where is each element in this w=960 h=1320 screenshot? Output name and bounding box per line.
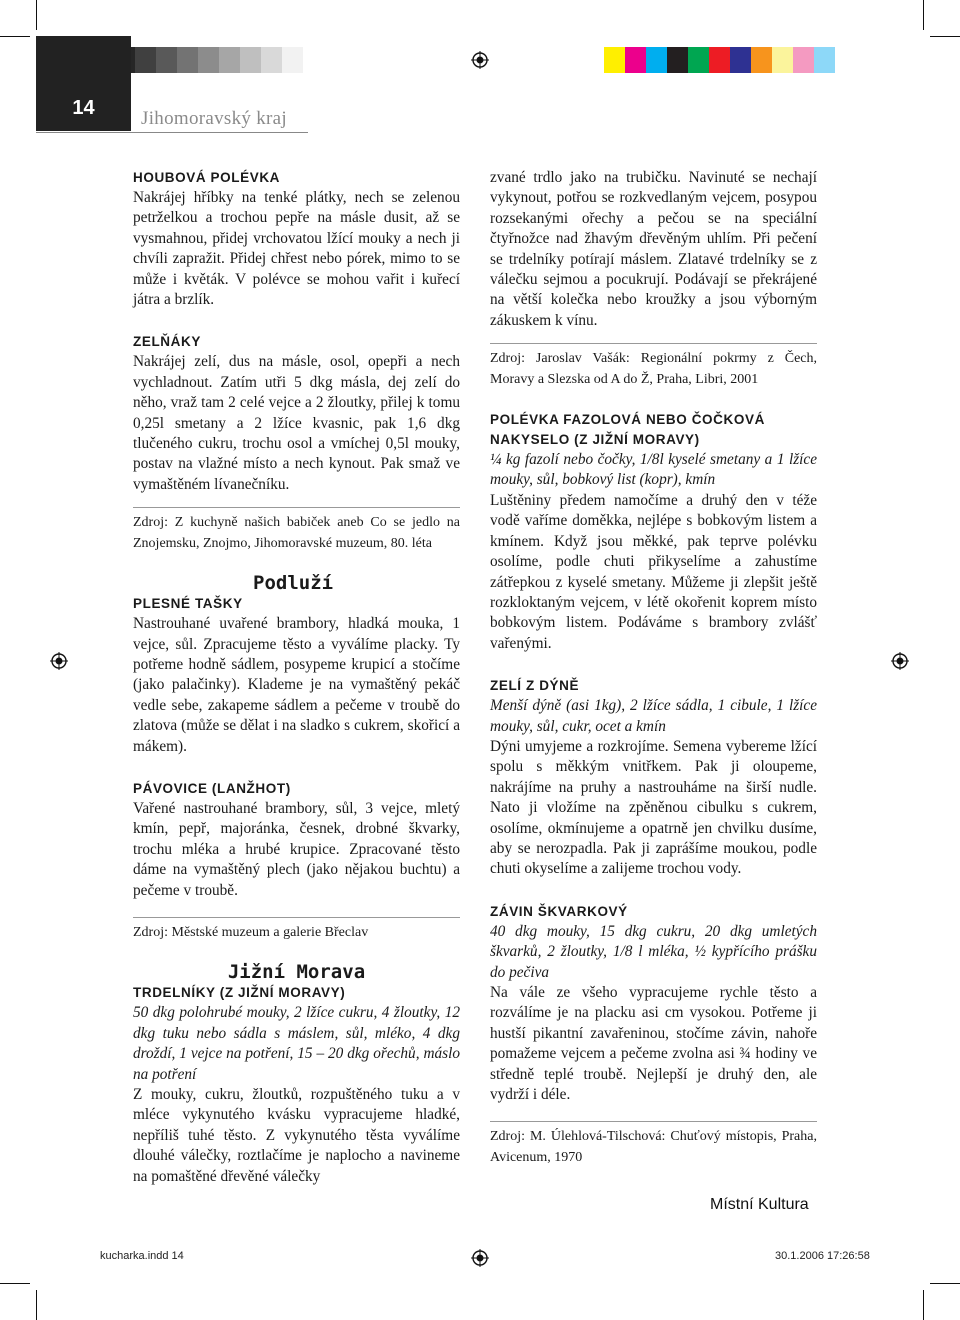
recipe-heading: HOUBOVÁ POLÉVKA xyxy=(133,170,281,185)
section-title: Jihomoravský kraj xyxy=(141,108,287,129)
crop-mark xyxy=(0,1283,30,1284)
color-swatch xyxy=(772,47,793,73)
grey-swatch xyxy=(240,47,261,73)
header-rule xyxy=(36,132,308,133)
recipe-text: Nakrájej hříbky na tenké plátky, nech se zelenou petrželkou a trochou pepře na másle dusit, až se vysmahnou, přidej vrchovatou lžící mouky a nech ji chvíli zapražit. Přidej chřest nebo pórek, mimo to se může i květák. V polévce se mohou vařit i kuřecí játra a brzlík. xyxy=(133,189,460,309)
registration-mark-icon xyxy=(891,652,909,670)
recipe-text: Dýni umyjeme a rozkrojíme. Semena vybereme lžící spolu s měkkým vnitřkem. Pak ji oloupeme, nakrájíme na pruhy a nastrouháme na širší nudle. Nato ji vložíme na zpěněnou cibulku s cukrem, osolíme, okmínujeme a opatrně jen chvilku dusíme, aby se nerozpadla. Pak ji zaprášíme moukou, podle chuti okyselíme a zalijeme trochou vody. xyxy=(490,737,817,878)
slug-filename: kucharka.indd 14 xyxy=(100,1250,184,1262)
source-citation: Zdroj: M. Úlehlová-Tilschová: Chuťový místopis, Praha, Avicenum, 1970 xyxy=(490,1129,817,1165)
color-calibration-bar xyxy=(604,47,835,73)
source-rule xyxy=(490,343,817,344)
color-swatch xyxy=(604,47,625,73)
crop-mark xyxy=(36,0,37,30)
source-citation: Zdroj: Z kuchyně našich babiček aneb Co se jedlo na Znojemsku, Znojmo, Jihomoravské muzeum, 80. léta xyxy=(133,515,460,551)
region-title: Podluží xyxy=(253,572,334,595)
recipe-ingredients: ¼ kg fazolí nebo čočky, 1/8l kyselé smetany a 1 lžíce mouky, sůl, bobkový list (kopr), kmín xyxy=(490,451,817,489)
crop-mark xyxy=(36,1290,37,1320)
color-swatch xyxy=(625,47,646,73)
source-citation: Zdroj: Jaroslav Vašák: Regionální pokrmy z Čech, Moravy a Slezska od A do Ž, Praha, Libri, 2001 xyxy=(490,351,817,387)
color-swatch xyxy=(793,47,814,73)
recipe-text: zvané trdlo jako na trubičku. Navinuté se nechají vykynout, potřou se rozkvedlaným vejcem, posypou rozsekanými ořechy a pečou se na speciální čtyřnožce nad žhavým dřevěným uhlím. Při pečení se trdelníky potírají máslem. Zlatavé trdelníky se z válečku sejmou a pocukrují. Podávají se překrájené na větší kolečka nebo kroužky a jsou výborným zákuskem k vínu. xyxy=(490,169,817,329)
recipe-heading: ZELŇÁKY xyxy=(133,334,201,350)
source-rule xyxy=(133,917,460,918)
grey-swatch xyxy=(198,47,219,73)
left-column xyxy=(133,168,460,1187)
grey-swatch xyxy=(156,47,177,73)
recipe-text: Vařené nastrouhané brambory, sůl, 3 vejce, mletý kmín, pepř, majoránka, česnek, drobné škvarky, trochu mléka a hrubé krupice. Zpracované těsto dáme na vymaštěný plech (jako nějakou buchtu) a pečeme v troubě. xyxy=(133,799,460,899)
recipe-text: Luštěniny předem namočíme a druhý den v téže vodě vaříme doměkka, nejlépe s bobkovým listem a kmínem. Když jsou měkké, pak teprve polévku osolíme, podle chuti přikyselíme a zahustíme zátřepkou z kyselé smetany. Můžeme ji zlepšit ještě rozkloktaným vejcem, v létě okořenit koprem místo bobkovým listem. Podáváme s brambory zvlášť vařenými. xyxy=(490,491,817,652)
recipe-heading: PLESNÉ TAŠKY xyxy=(133,596,243,612)
color-swatch xyxy=(688,47,709,73)
registration-mark-icon xyxy=(471,51,489,69)
recipe-heading: TRDELNÍKY (Z JIŽNÍ MORAVY) xyxy=(133,985,346,1001)
color-swatch xyxy=(730,47,751,73)
region-title: Jižní Morava xyxy=(227,961,366,984)
page-number: 14 xyxy=(72,97,95,119)
grey-swatch xyxy=(219,47,240,73)
slug-timestamp: 30.1.2006 17:26:58 xyxy=(775,1250,870,1262)
grey-swatch xyxy=(282,47,303,73)
recipe-ingredients: 50 dkg polohrubé mouky, 2 lžíce cukru, 4 žloutky, 12 dkg tuku nebo sádla s máslem, sůl, mléko, 4 dkg droždí, 1 vejce na potření, 15 – 20 dkg ořechů, máslo na potření xyxy=(133,1004,460,1083)
source-citation: Zdroj: Městské muzeum a galerie Břeclav xyxy=(133,924,369,940)
grey-swatch xyxy=(261,47,282,73)
recipe-text: Nastrouhané uvařené brambory, hladká mouka, 1 vejce, sůl. Zpracujeme těsto a vyválíme placky. Ty potřeme hodně sádlem, posypeme krupicí a stočíme (jako palačinky). Klademe je na vymaštěný pekáč vedle sebe, zakapeme sádlem a pečeme v troubě do zlatova (může se dělat i na sladko s cukrem, skořicí a mákem). xyxy=(133,615,460,755)
recipe-text: Z mouky, cukru, žloutků, rozpuštěného tuku a v mléce vykynutého kvásku vypracujeme hladké, nepříliš tuhé těsto. Z vykynutého těsta vyválíme dlouhé válečky, roztlačíme je naplocho a navineme na pomaštěné dřevěné válečky xyxy=(133,1086,460,1185)
crop-mark xyxy=(923,0,924,30)
recipe-text: Nakrájej zelí, dus na másle, osol, opepři a nech vychladnout. Zatím utři 5 dkg másla, dej zelí do něho, vraž tam 2 celé vejce a 2 žloutky, přilej k tomu 0,25l smetany a 2 lžíce kvasnic, pak 1,6 dkg tlučeného cukru, trochu osol a vmíchej 0,5l mouky, postav na vlažné místo a nech kynout. Pak smaž ve vymaštěném lívanečníku. xyxy=(133,353,460,493)
crop-mark xyxy=(930,36,960,37)
registration-mark-icon xyxy=(471,1249,489,1267)
source-rule xyxy=(490,1121,817,1122)
recipe-ingredients: Menší dýně (asi 1kg), 2 lžíce sádla, 1 cibule, 1 lžíce mouky, sůl, cukr, ocet a kmín xyxy=(490,697,817,735)
crop-mark xyxy=(0,36,30,37)
grey-swatch xyxy=(177,47,198,73)
color-swatch xyxy=(814,47,835,73)
recipe-heading: POLÉVKA FAZOLOVÁ NEBO ČOČKOVÁ NAKYSELO (Z JIŽNÍ MORAVY) xyxy=(490,412,765,448)
color-swatch xyxy=(751,47,772,73)
magazine-brand: Místní Kultura xyxy=(710,1196,809,1213)
grey-swatch xyxy=(135,47,156,73)
source-rule xyxy=(133,507,460,508)
recipe-text: Na vále ze všeho vypracujeme rychle těsto a rozválíme je na placku asi cm vysokou. Potřeme ji hustší pikantní zavařeninou, stočíme závin, nahoře pomažeme vejcem a pečeme zvolna asi ¾ hodiny ve středně teplé troubě. Nejlepší je druhý den, ale vydrží i déle. xyxy=(490,984,817,1104)
recipe-heading: ZELÍ Z DÝNĚ xyxy=(490,678,580,694)
color-swatch xyxy=(646,47,667,73)
crop-mark xyxy=(930,1283,960,1284)
recipe-ingredients: 40 dkg mouky, 15 dkg cukru, 20 dkg umletých škvarků, 2 žloutky, 1/8 l mléka, ½ kypřícího prášku do pečiva xyxy=(490,922,817,981)
right-column xyxy=(490,168,817,1168)
color-swatch xyxy=(709,47,730,73)
crop-mark xyxy=(923,1290,924,1320)
registration-mark-icon xyxy=(50,652,68,670)
recipe-heading: PÁVOVICE (LANŽHOT) xyxy=(133,780,291,796)
recipe-heading: ZÁVIN ŠKVARKOVÝ xyxy=(490,903,628,919)
color-swatch xyxy=(667,47,688,73)
